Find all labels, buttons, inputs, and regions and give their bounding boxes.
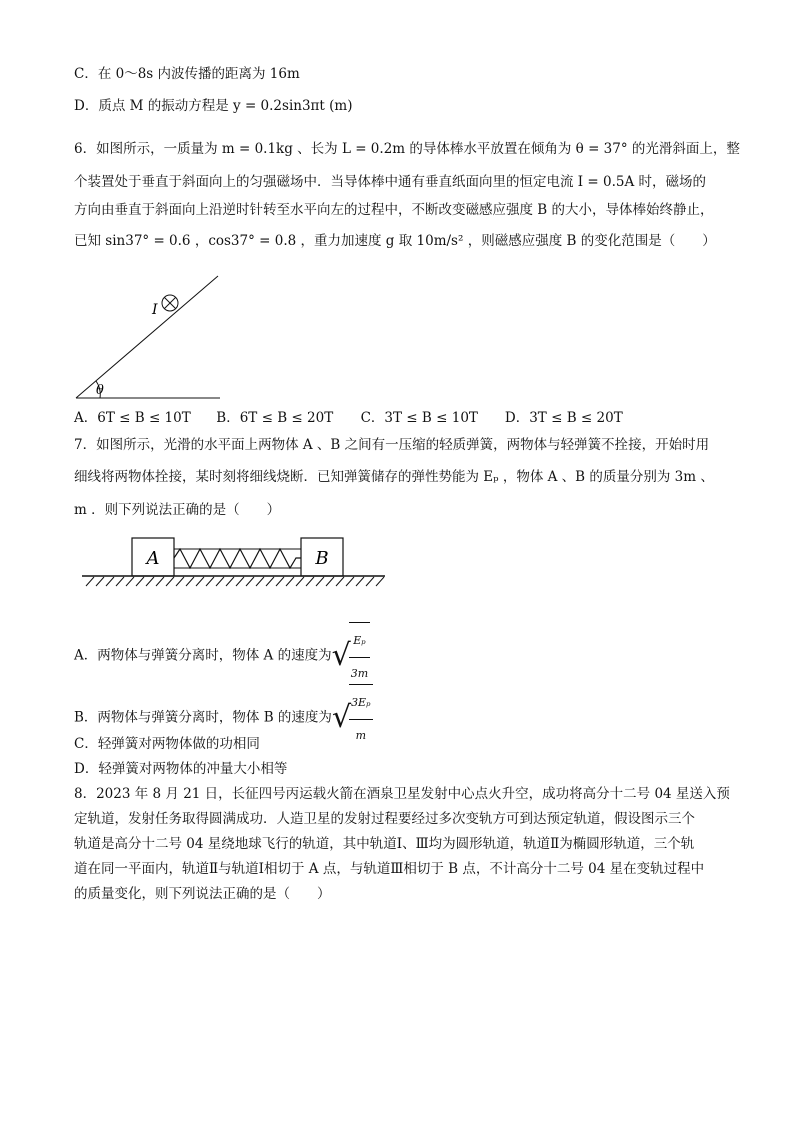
incline-figure [70, 270, 230, 400]
block-b-label: B [315, 548, 329, 569]
q8-stem-line-3: 轨道是高分十二号 04 星绕地球飞行的轨道，其中轨道Ⅰ、Ⅲ均为圆形轨道，轨道Ⅱ为椭圆形轨道，三个轨 [74, 836, 695, 852]
incline-slope-line [76, 276, 218, 398]
q7-option-c[interactable]: C．轻弹簧对两物体做的功相同 [74, 736, 260, 752]
q7-stem-line-1: 7．如图所示，光滑的水平面上两物体 A 、B 之间有一压缩的轻质弹簧，两物体与轻弹簧不拴接，开始时用 [74, 437, 710, 453]
q8-stem-line-2: 定轨道，发射任务取得圆满成功．人造卫星的发射过程要经过多次变轨方可到达预定轨道，假设图示三个 [74, 811, 695, 827]
q6-stem-line-4: 已知 sin37° = 0.6 ，cos37° = 0.8 ，重力加速度 g 取 10m/s² ，则磁感应强度 B 的变化范围是（ ） [74, 233, 716, 249]
angle-label: θ [96, 383, 104, 398]
q6-stem-line-2: 个装置处于垂直于斜面向上的匀强磁场中．当导体棒中通有垂直纸面向里的恒定电流 I = 0.5A 时，磁场的 [74, 174, 707, 190]
q6-option-b[interactable]: B．6T ≤ B ≤ 20T [216, 410, 334, 426]
q6-option-a[interactable]: A．6T ≤ B ≤ 10T [74, 410, 191, 426]
q8-stem-line-1: 8．2023 年 8 月 21 日，长征四号丙运载火箭在酒泉卫星发射中心点火升空，成功将高分十二号 04 星送入预 [74, 786, 730, 802]
q6-options [74, 409, 645, 427]
q7-option-a-text: A．两物体与弹簧分离时，物体 A 的速度为 [74, 647, 332, 664]
ground-hatching [86, 577, 384, 586]
q7-option-b-numerator: 3Eₚ [349, 687, 372, 720]
q7-option-b-denominator: m [355, 729, 366, 742]
compressed-spring [174, 549, 301, 568]
q7-option-d[interactable]: D．轻弹簧对两物体的冲量大小相等 [74, 761, 288, 777]
sqrt-expression-a: √ $\frac{\text{Eₚ}}{3m}$ [332, 622, 371, 690]
q7-option-a[interactable] [74, 622, 370, 690]
q7-option-b-text: B．两物体与弹簧分离时，物体 B 的速度为 [74, 709, 332, 726]
q7-option-a-denominator: 3m [350, 667, 369, 680]
q7-option-a-numerator: Eₚ [349, 625, 370, 658]
q7-stem-line-2: 细线将两物体拴接，某时刻将细线烧断．已知弹簧储存的弹性势能为 Eₚ ，物体 A 、B 的质量分别为 3m 、 [74, 469, 714, 485]
q6-stem-line-1: 6．如图所示，一质量为 m = 0.1kg 、长为 L = 0.2m 的导体棒水平放置在倾角为 θ = 37° 的光滑斜面上，整 [74, 141, 740, 157]
sqrt-expression-b: √ $\frac{\text{3Eₚ}}{m}$ [332, 684, 373, 752]
current-label: I [152, 302, 158, 318]
q8-stem-line-4: 道在同一平面内，轨道Ⅱ与轨道Ⅰ相切于 A 点，与轨道Ⅲ相切于 B 点，不计高分十二号 04 星在变轨过程中 [74, 861, 705, 877]
q7-stem-line-3: m ．则下列说法正确的是（ ） [74, 502, 281, 518]
q6-option-d[interactable]: D．3T ≤ B ≤ 20T [504, 410, 623, 426]
q5-option-c: C．在 0～8s 内波传播的距离为 16m [74, 66, 300, 82]
q8-stem-line-5: 的质量变化，则下列说法正确的是（ ） [74, 886, 331, 902]
q6-option-c[interactable]: C．3T ≤ B ≤ 10T [360, 410, 478, 426]
q6-stem-line-3: 方向由垂直于斜面向上沿逆时针转至水平向左的过程中，不断改变磁感应强度 B 的大小，导体棒始终静止， [74, 202, 714, 218]
current-into-page-icon [162, 295, 178, 311]
block-a-label: A [146, 548, 160, 569]
spring-blocks-figure [80, 534, 390, 596]
q5-option-d: D．质点 M 的振动方程是 y = 0.2sin3πt (m) [74, 98, 353, 114]
